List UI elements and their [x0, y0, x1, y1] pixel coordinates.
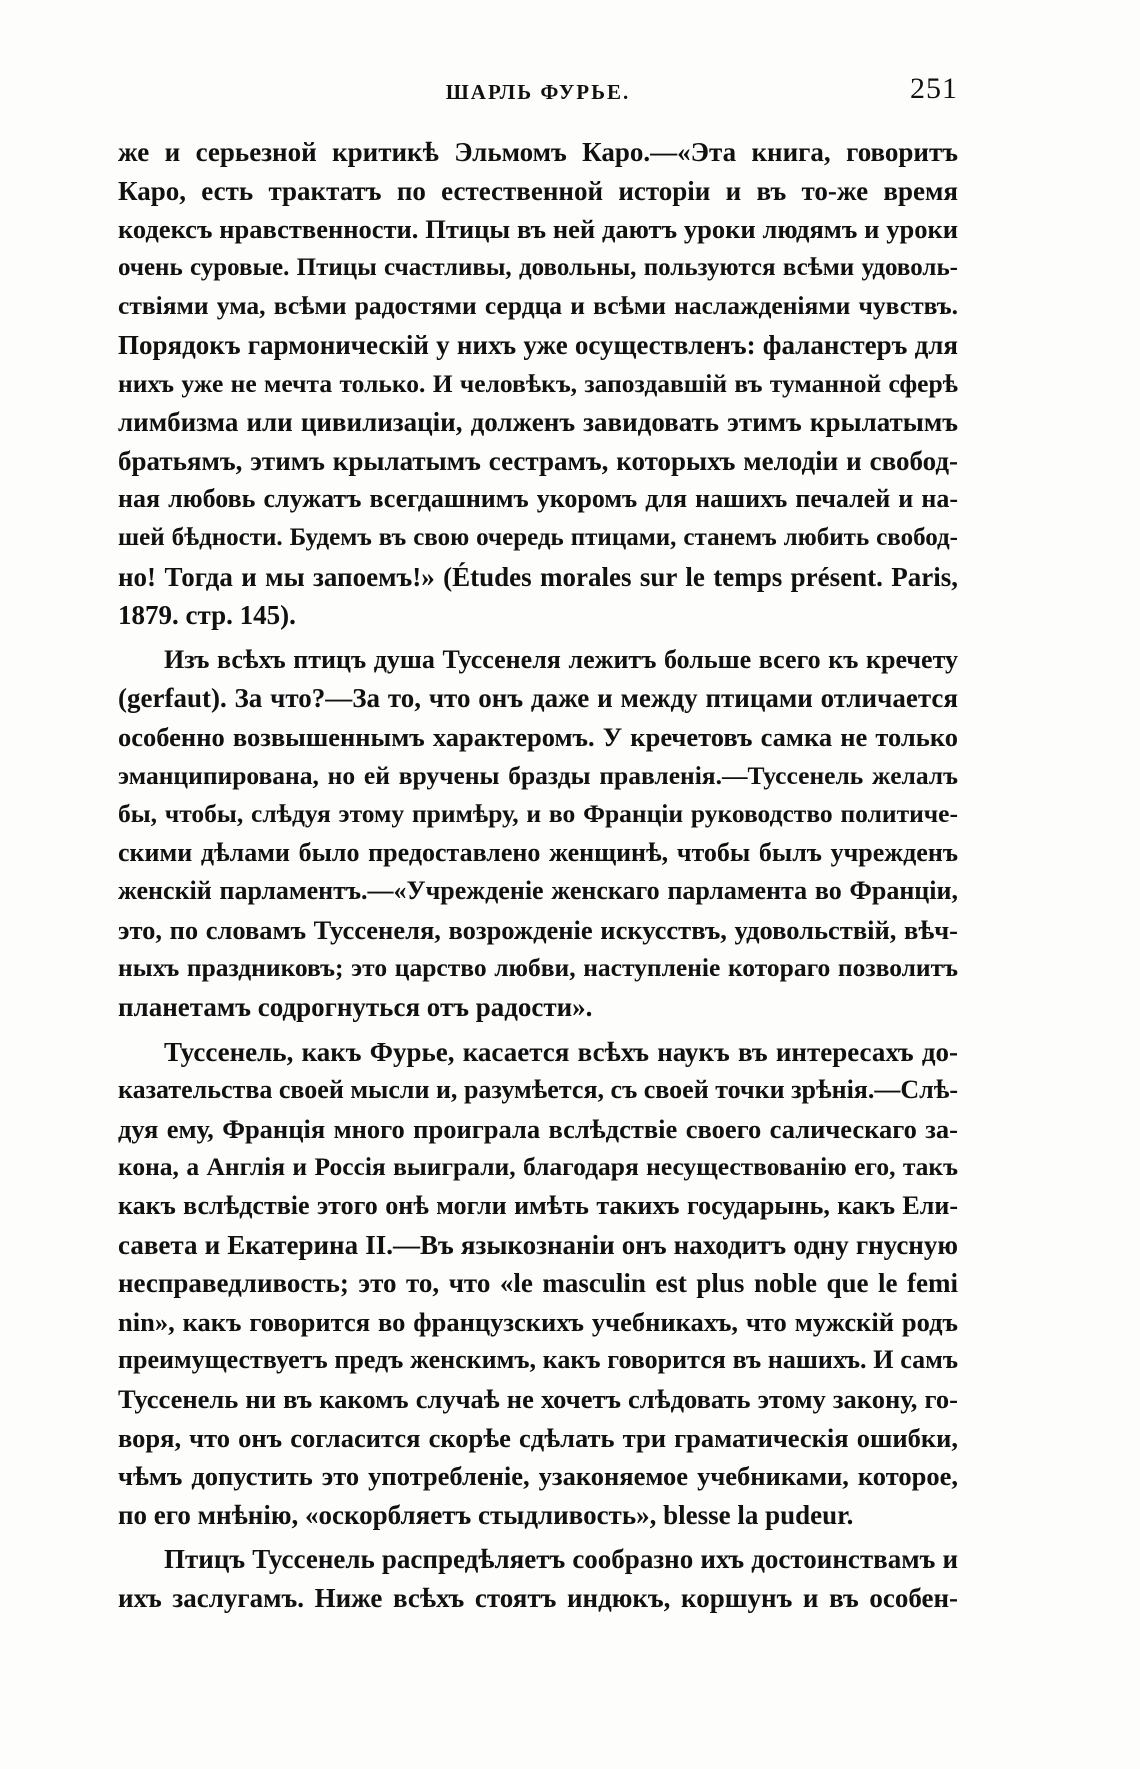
- text-line: (gerfaut). За что?—За то, что онъ даже и между птицами отличается: [118, 683, 958, 714]
- text-line: шей бѣдности. Будемъ въ свою очередь птицами, станемъ любить свобод-: [118, 523, 958, 551]
- text-line: Птицъ Туссенель распредѣляетъ сообразно ихъ достоинствамъ и: [164, 1544, 958, 1575]
- text-line: ныхъ праздниковъ; это царство любви, наступленіе котораго позволитъ: [118, 953, 958, 983]
- text-line: кона, а Англія и Россія выиграли, благодаря несуществованію его, такъ: [118, 1152, 958, 1182]
- text-line: дуя ему, Франція много проиграла вслѣдствіе своего салическаго за-: [118, 1113, 958, 1144]
- text-line: планетамъ содрогнуться отъ радости».: [118, 992, 593, 1023]
- text-line: бы, чтобы, слѣдуя этому примѣру, и во Франціи руководство политиче-: [118, 799, 958, 829]
- text-line: преимуществуетъ предъ женскимъ, какъ говорится въ нашихъ. И самъ: [118, 1345, 958, 1375]
- page-number: 251: [910, 72, 958, 105]
- paragraph: [118, 1033, 958, 1535]
- text-line: кодексъ нравственности. Птицы въ ней даютъ уроки людямъ и уроки: [118, 214, 958, 245]
- text-line: но! Тогда и мы запоемъ!» (Études morales sur le temps présent. Paris,: [118, 561, 958, 592]
- text-line: очень суровые. Птицы счастливы, довольны, пользуются всѣми удоволь-: [118, 253, 958, 281]
- text-line: 1879. стр. 145).: [118, 600, 296, 631]
- text-line: Порядокъ гармоническій у нихъ уже осуществленъ: фаланстеръ для: [118, 329, 958, 360]
- text-line: воря, что онъ согласится скорѣе сдѣлать три граматическія ошибки,: [118, 1422, 958, 1453]
- text-line: лимбизма или цивилизаціи, долженъ завидовать этимъ крылатымъ: [118, 407, 958, 438]
- paragraph: [118, 133, 958, 635]
- running-title: ШАРЛЬ ФУРЬЕ.: [445, 80, 631, 104]
- text-line: особенно возвышеннымъ характеромъ. У кречетовъ самка не только: [118, 721, 958, 752]
- text-line: Изъ всѣхъ птицъ душа Туссенеля лежитъ больше всего къ кречету: [164, 644, 958, 674]
- text-line: это, по словамъ Туссенеля, возрожденіе искусствъ, удовольствій, вѣч-: [118, 914, 958, 945]
- text-line: скими дѣлами было предоставлено женщинѣ, чтобы былъ учрежденъ: [118, 837, 958, 867]
- text-line: братьямъ, этимъ крылатымъ сестрамъ, которыхъ мелодіи и свобод-: [118, 445, 958, 476]
- body-text: [118, 133, 958, 1618]
- text-line: чѣмъ допустить это употребленіе, узаконяемое учебниками, которое,: [118, 1461, 958, 1492]
- text-line: Туссенель ни въ какомъ случаѣ не хочетъ слѣдовать этому закону, го-: [118, 1384, 958, 1414]
- text-line: ихъ заслугамъ. Ниже всѣхъ стоятъ индюкъ, коршунъ и въ особен-: [118, 1582, 958, 1613]
- text-line: несправедливость; это то, что «le masculin est plus noble que le femi: [118, 1268, 958, 1299]
- running-head: [118, 72, 958, 112]
- text-line: ствіями ума, всѣми радостями сердца и всѣми наслажденіями чувствъ.: [118, 291, 958, 321]
- paragraph: [118, 1540, 958, 1617]
- text-line: казательства своей мысли и, разумѣется, съ своей точки зрѣнія.—Слѣ-: [118, 1075, 958, 1105]
- text-line: nin», какъ говорится во французскихъ учебникахъ, что мужскій родъ: [118, 1306, 958, 1337]
- paragraph: [118, 641, 958, 1027]
- text-line: женскій парламентъ.—«Учрежденіе женскаго парламента во Франціи,: [118, 876, 958, 906]
- text-line: Каро, есть трактатъ по естественной исторіи и въ то-же время: [118, 175, 958, 206]
- text-line: ная любовь служатъ всегдашнимъ укоромъ для нашихъ печалей и на-: [118, 484, 958, 514]
- text-line: эманципирована, но ей вручены бразды правленія.—Туссенель желалъ: [118, 760, 958, 790]
- text-line: же и серьезной критикѣ Эльмомъ Каро.—«Эта книга, говоритъ: [118, 137, 958, 167]
- text-line: по его мнѣнію, «оскорбляетъ стыдливость», blesse la pudeur.: [118, 1499, 854, 1530]
- text-line: какъ вслѣдствіе этого онѣ могли имѣть такихъ государынь, какъ Ели-: [118, 1191, 958, 1221]
- text-line: нихъ уже не мечта только. И человѣкъ, запоздавшій въ туманной сферѣ: [118, 368, 958, 398]
- text-line: савета и Екатерина II.—Въ языкознаніи онъ находитъ одну гнусную: [118, 1229, 958, 1260]
- text-line: Туссенель, какъ Фурье, касается всѣхъ наукъ въ интересахъ до-: [164, 1036, 958, 1067]
